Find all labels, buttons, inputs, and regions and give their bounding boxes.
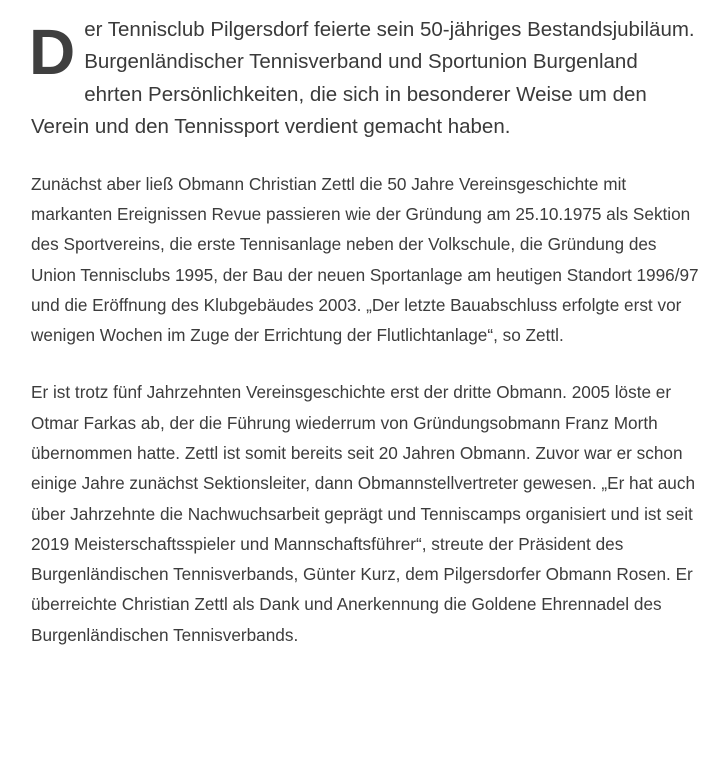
lead-text: er Tennisclub Pilgersdorf feierte sein 50-jähriges Bestandsjubiläum. Burgenländischer Tennisverband und Sportunion Burgenland ehrten Persönlichkeiten, die sich in besonderer Weise um den Verein und den Tennissport verdient gemacht haben. — [31, 18, 695, 139]
article-lead — [31, 14, 699, 144]
drop-cap: D — [29, 16, 76, 88]
article-body — [31, 14, 699, 650]
paragraph-history: Zunächst aber ließ Obmann Christian Zettl die 50 Jahre Vereinsgeschichte mit markanten Ereignissen Revue passieren wie der Gründung am 25.10.1975 als Sektion des Sportvereins, die erste Tennisanlage neben der Volkschule, die Gründung des Union Tennisclubs 1995, der Bau der neuen Sportanlage am heutigen Standort 1996/97 und die Eröffnung des Klubgebäudes 2003. „Der letzte Bauabschluss erfolgte erst vor wenigen Wochen im Zuge der Errichtung der Flutlichtanlage“, so Zettl. — [31, 173, 699, 346]
paragraph-chairman: Er ist trotz fünf Jahrzehnten Vereinsgeschichte erst der dritte Obmann. 2005 löste er Otmar Farkas ab, der die Führung wiederrum von Gründungsobmann Franz Morth übernommen hatte. Zettl ist somit bereits seit 20 Jahren Obmann. Zuvor war er schon einige Jahre zunächst Sektionsleiter, dann Obmannstellvertreter gewesen. „Er hat auch über Jahrzehnte die Nachwuchsarbeit geprägt und Tenniscamps organisiert und ist seit 2019 Meisterschaftsspieler und Mannschaftsführer“, streute der Präsident des Burgenländischen Tennisverbands, Günter Kurz, dem Pilgersdorfer Obmann Rosen. Er überreichte Christian Zettl als Dank und Anerkennung die Goldene Ehrennadel des Burgenländischen Tennisverbands. — [31, 382, 696, 645]
